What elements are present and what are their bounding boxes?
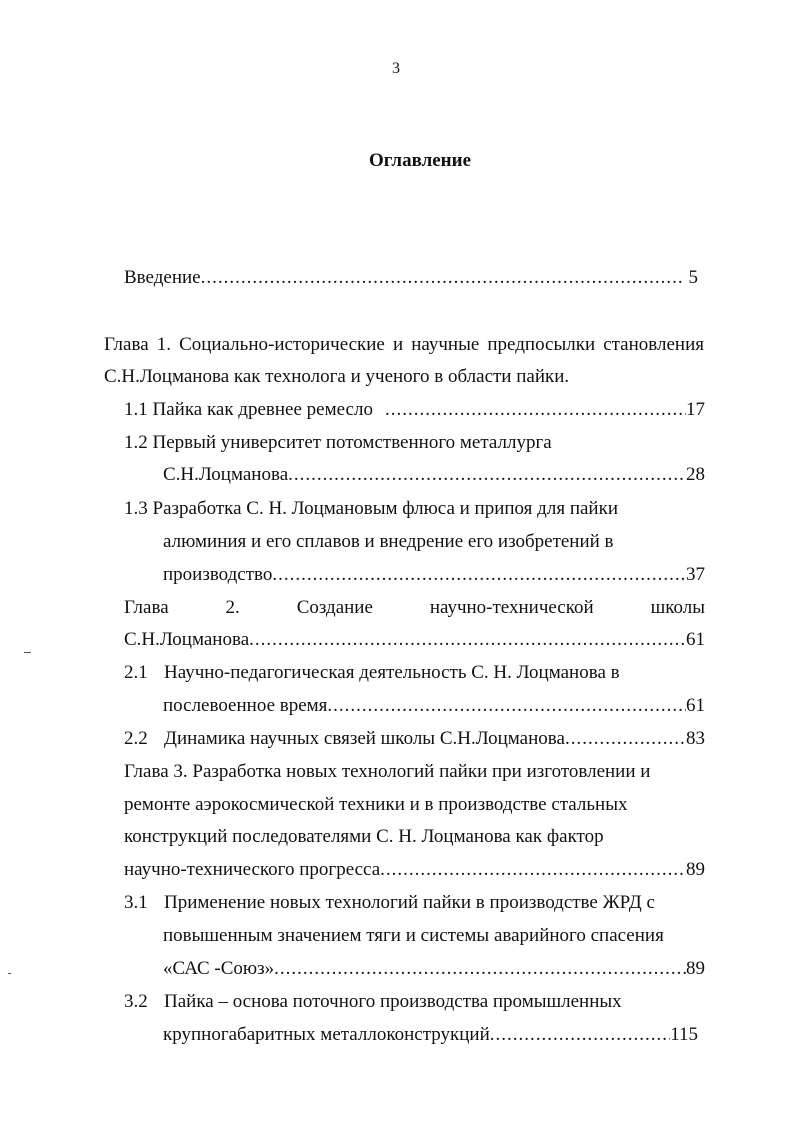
- toc-entry-label: [124, 727, 565, 751]
- toc-entry-1-3: [163, 563, 705, 587]
- toc-entry-label: С.Н.Лоцманова: [163, 464, 289, 485]
- chapter-2-word: научно-технической: [429, 597, 594, 618]
- chapter-2-word: школы: [650, 597, 705, 618]
- dot-leader: [385, 398, 686, 422]
- toc-entry-page: 89: [686, 859, 705, 880]
- dot-leader: [274, 957, 686, 981]
- toc-entry-2-1: [163, 694, 705, 718]
- toc-entry-2-2: [124, 727, 705, 751]
- toc-entry-label: Пайка – основа поточного производства промышленных: [164, 991, 622, 1012]
- toc-entry-1-3-line-1: 1.3 Разработка С. Н. Лоцмановым флюса и припоя для пайки: [124, 498, 618, 519]
- chapter-2-word: Глава: [124, 597, 169, 618]
- section-number: 2.1: [124, 662, 148, 683]
- toc-entry-page: 89: [686, 958, 705, 979]
- toc-entry-text: Динамика научных связей школы С.Н.Лоцманова: [164, 728, 565, 749]
- toc-entry-3-1-line-2: повышенным значением тяги и системы аварийного спасения: [163, 925, 664, 946]
- chapter-3-title-line-1: Глава 3. Разработка новых технологий пайки при изготовлении и: [124, 761, 651, 782]
- dot-leader: [201, 266, 683, 290]
- scan-mark: [8, 973, 11, 974]
- toc-entry-page: 115: [670, 1024, 698, 1045]
- toc-entry-page: 17: [686, 399, 705, 420]
- toc-entry-page: 61: [686, 695, 705, 716]
- dot-leader: [249, 628, 686, 652]
- toc-entry-chapter-3: [124, 858, 705, 882]
- dot-leader: [272, 563, 686, 587]
- chapter-1-title-line-2: С.Н.Лоцманова как технолога и ученого в области пайки.: [104, 366, 570, 387]
- toc-entry-1-1: [124, 398, 705, 422]
- scan-mark: [24, 652, 31, 653]
- section-number: 3.2: [124, 991, 148, 1012]
- dot-leader: [490, 1023, 670, 1047]
- toc-entry-3-2-line-1: [124, 990, 622, 1014]
- toc-entry-intro: [124, 266, 698, 290]
- toc-entry-label: научно-технического прогресса: [124, 859, 381, 880]
- toc-entry-2-1-line-1: [124, 661, 620, 685]
- dot-leader: [380, 858, 686, 882]
- toc-entry-label: Применение новых технологий пайки в производстве ЖРД с: [164, 892, 655, 913]
- dot-leader: [565, 727, 686, 751]
- toc-entry-label: крупногабаритных металлоконструкций: [163, 1024, 490, 1045]
- section-number: 3.1: [124, 892, 148, 913]
- chapter-3-title-line-3: конструкций последователями С. Н. Лоцманова как фактор: [124, 826, 604, 847]
- toc-entry-label: Научно-педагогическая деятельность С. Н. Лоцманова в: [164, 662, 620, 683]
- toc-entry-chapter-2: [124, 628, 705, 652]
- toc-entry-label: «САС -Союз»: [163, 958, 275, 979]
- toc-entry-label: 1.1 Пайка как древнее ремесло: [124, 399, 373, 420]
- toc-entry-page: 83: [686, 728, 705, 749]
- toc-entry-3-1-line-1: [124, 891, 655, 915]
- toc-title: Оглавление: [368, 150, 472, 171]
- toc-entry-label: Введение: [124, 267, 201, 288]
- toc-entry-1-3-line-2: алюминия и его сплавов и внедрение его изобретений в: [163, 531, 614, 552]
- chapter-2-title-line-1: [124, 596, 705, 620]
- section-number: 2.2: [124, 728, 148, 749]
- dot-leader: [288, 463, 686, 487]
- toc-entry-1-2-line-1: 1.2 Первый университет потомственного металлурга: [124, 432, 552, 453]
- chapter-3-title-line-2: ремонте аэрокосмической техники и в производстве стальных: [124, 794, 628, 815]
- toc-entry-page: 28: [686, 464, 705, 485]
- toc-entry-page: 5: [688, 267, 698, 288]
- toc-entry-label: послевоенное время: [163, 695, 328, 716]
- toc-entry-page: 61: [686, 629, 705, 650]
- toc-entry-1-2: [163, 463, 705, 487]
- toc-entry-3-2: [163, 1023, 698, 1047]
- toc-entry-page: 37: [686, 564, 705, 585]
- toc-entry-label: С.Н.Лоцманова: [124, 629, 250, 650]
- toc-entry-3-1: [163, 957, 705, 981]
- toc-entry-label: производство: [163, 564, 273, 585]
- chapter-2-word: 2.: [225, 597, 240, 618]
- chapter-1-title-line-1: Глава 1. Социально-исторические и научные предпосылки становления: [104, 334, 704, 355]
- dot-leader: [327, 694, 686, 718]
- page-number: 3: [392, 60, 400, 77]
- chapter-2-word: Создание: [296, 597, 373, 618]
